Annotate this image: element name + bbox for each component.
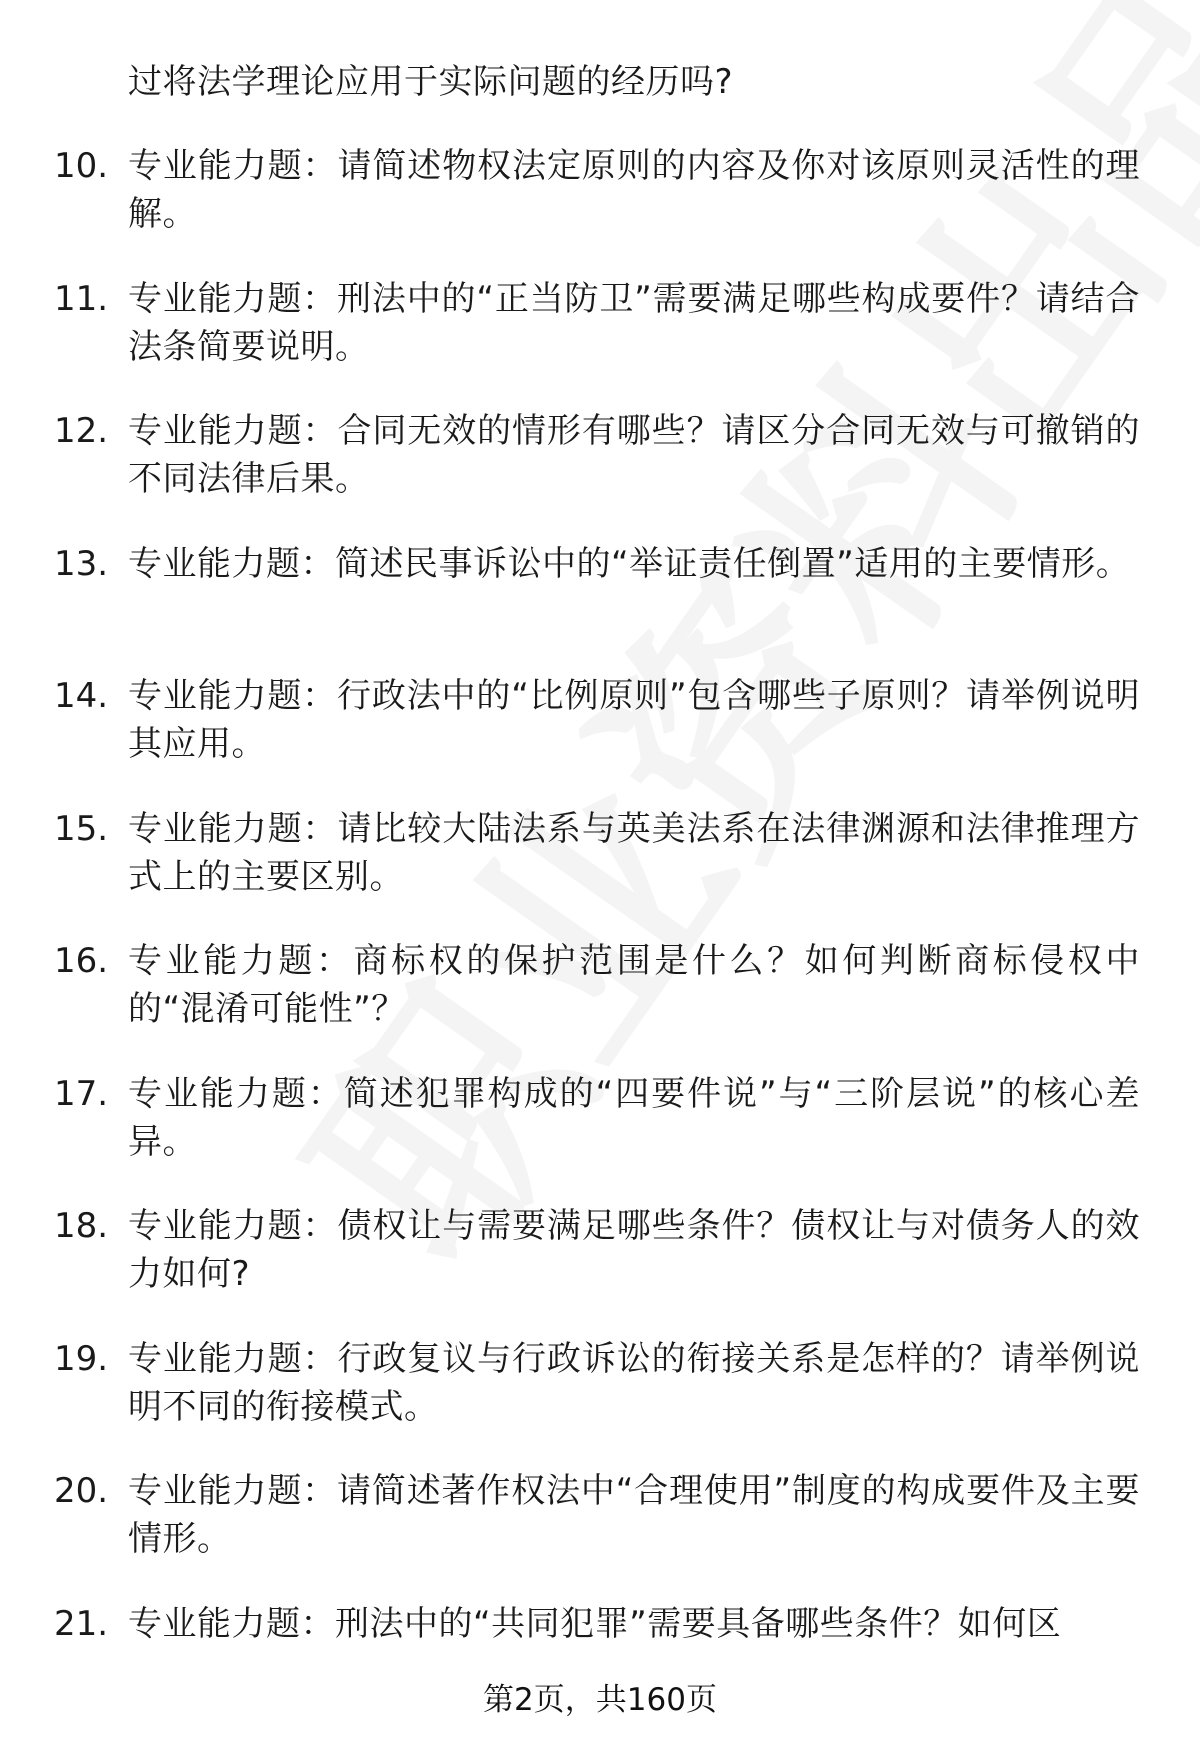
- question-number: 10.: [54, 146, 109, 186]
- question-text: 专业能力题：刑法中的“共同犯罪”需要具备哪些条件？如何区: [128, 1603, 1062, 1644]
- question-text: 专业能力题：请简述物权法定原则的内容及你对该原则灵活性的理解。: [128, 146, 1140, 234]
- question-number: 16.: [54, 941, 109, 981]
- question-number: 21.: [54, 1603, 109, 1644]
- question-text: 专业能力题：行政法中的“比例原则”包含哪些子原则？请举例说明其应用。: [128, 676, 1140, 764]
- question-text: 专业能力题：刑法中的“正当防卫”需要满足哪些构成要件？请结合法条简要说明。: [128, 278, 1140, 367]
- question-number: 20.: [54, 1471, 109, 1511]
- question-text: 专业能力题：简述民事诉讼中的“举证责任倒置”适用的主要情形。: [128, 543, 1131, 584]
- question-item: [0, 1335, 1200, 1468]
- question-text: 专业能力题：合同无效的情形有哪些？请区分合同无效与可撤销的不同法律后果。: [128, 411, 1140, 499]
- question-number: 17.: [54, 1073, 109, 1114]
- question-number: 15.: [54, 808, 109, 849]
- page-footer: 第2页，共160页: [483, 1682, 717, 1718]
- question-list: [0, 142, 1200, 1732]
- previous-question-continuation: 过将法学理论应用于实际问题的经历吗?: [128, 62, 734, 102]
- question-text: 专业能力题：商标权的保护范围是什么？如何判断商标侵权中的“混淆可能性”？: [128, 941, 1140, 1029]
- question-text: 专业能力题：行政复议与行政诉讼的衔接关系是怎样的？请举例说明不同的衔接模式。: [128, 1338, 1140, 1427]
- question-number: 12.: [54, 411, 109, 451]
- question-text: 专业能力题：债权让与需要满足哪些条件？债权让与对债务人的效力如何?: [128, 1206, 1140, 1294]
- question-item: [0, 407, 1200, 540]
- question-item: [0, 805, 1200, 938]
- question-item: [0, 1070, 1200, 1203]
- question-item: [0, 937, 1200, 1070]
- question-number: 18.: [54, 1206, 109, 1246]
- question-item: [0, 540, 1200, 673]
- question-number: 19.: [54, 1338, 109, 1379]
- question-text: 专业能力题：简述犯罪构成的“四要件说”与“三阶层说”的核心差异。: [128, 1073, 1140, 1162]
- question-item: [0, 275, 1200, 408]
- question-number: 11.: [54, 278, 109, 319]
- question-item: [0, 672, 1200, 805]
- question-number: 13.: [54, 543, 109, 584]
- question-number: 14.: [54, 676, 109, 716]
- question-item: [0, 1467, 1200, 1600]
- question-item: [0, 142, 1200, 275]
- question-text: 专业能力题：请简述著作权法中“合理使用”制度的构成要件及主要情形。: [128, 1471, 1140, 1559]
- question-text: 专业能力题：请比较大陆法系与英美法系在法律渊源和法律推理方式上的主要区别。: [128, 808, 1140, 897]
- question-item: [0, 1202, 1200, 1335]
